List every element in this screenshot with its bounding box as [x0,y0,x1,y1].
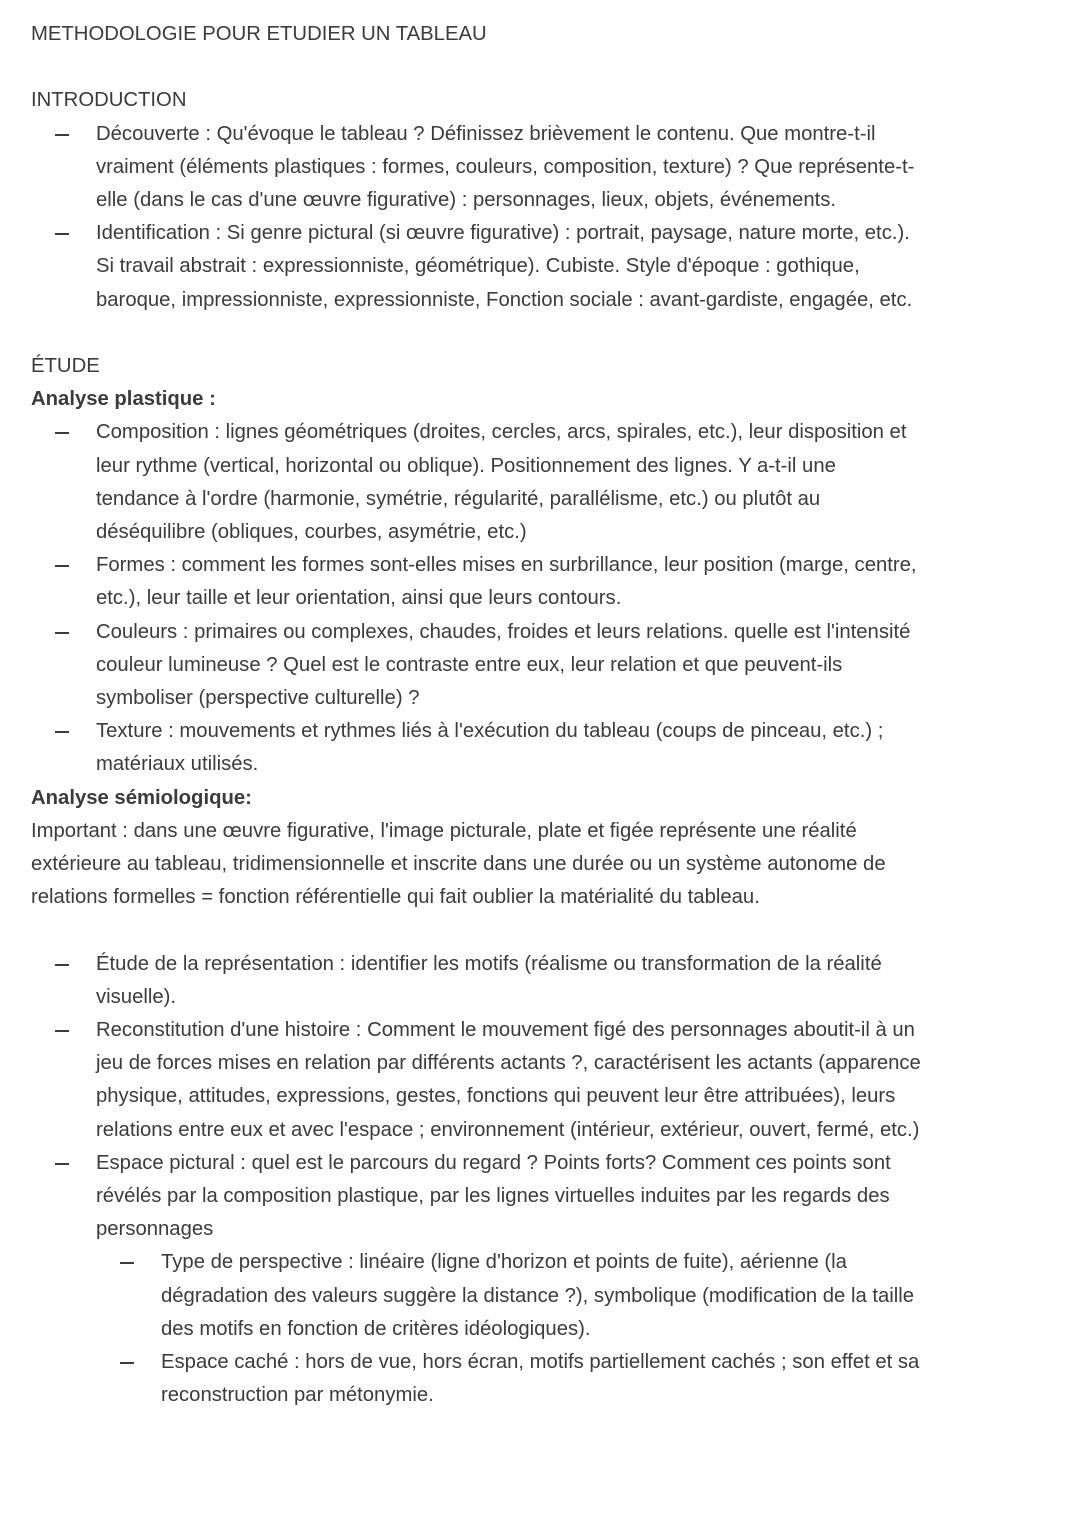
list-item-line: Reconstitution d'une histoire : Comment le mouvement figé des personnages aboutit-il à un [96,1019,915,1042]
list-item-line: Composition : lignes géométriques (droites, cercles, arcs, spirales, etc.), leur disposition et [96,421,907,444]
spacer [31,317,1050,350]
paragraph-line: extérieure au tableau, tridimensionnelle et inscrite dans une durée ou un système autonome de [31,853,886,876]
list-item-line: couleur lumineuse ? Quel est le contraste entre eux, leur relation et que peuvent-ils [96,653,843,676]
list-item-line: elle (dans le cas d'une œuvre figurative) : personnages, lieux, objets, événements. [96,189,837,211]
spacer [31,51,1050,84]
list-item-line: Si travail abstrait : expressionniste, géométrique). Cubiste. Style d'époque : gothique, [96,255,860,278]
paragraph-line: Important : dans une œuvre figurative, l'image picturale, plate et figée représente une réalité [31,819,857,842]
list-item-composition [31,416,1050,549]
list-item-line: Espace pictural : quel est le parcours du regard ? Points forts? Comment ces points sont [96,1151,891,1174]
list-item-line: Identification : Si genre pictural (si œuvre figurative) : portrait, paysage, nature morte, etc.). [96,222,910,245]
etude-heading: ÉTUDE [31,355,100,377]
list-item-line: personnages [96,1218,214,1241]
introduction-section [31,84,1050,316]
list-item-line: dégradation des valeurs suggère la distance ?), symbolique (modification de la taille [161,1284,915,1307]
list-item-line: matériaux utilisés. [96,753,259,776]
list-item-line: déséquilibre (obliques, courbes, asymétrie, etc.) [96,521,527,544]
list-item-couleurs [31,616,1050,716]
sublist-item-espace-cache [96,1346,1050,1412]
spacer [31,914,1050,947]
list-item-line: jeu de forces mises en relation par différents actants ?, caractérisent les actants (apparence [96,1052,921,1075]
list-item-identification [31,217,1050,317]
analyse-semiologique-heading: Analyse sémiologique: [31,786,252,809]
analyse-plastique-heading: Analyse plastique : [31,388,216,411]
list-item-espace-pictural [31,1147,1050,1413]
list-item-line: baroque, impressionniste, expressionniste, Fonction sociale : avant-gardiste, engagée, etc. [96,288,913,311]
list-item-line: physique, attitudes, expressions, gestes, fonctions qui peuvent leur être attribuées), leurs [96,1085,896,1108]
list-item-representation [31,948,1050,1014]
list-item-line: vraiment (éléments plastiques : formes, couleurs, composition, texture) ? Que représente-t- [96,155,915,178]
paragraph-line: relations formelles = fonction référentielle qui fait oublier la matérialité du tableau. [31,886,760,909]
list-item-reconstitution [31,1014,1050,1147]
list-item-line: symboliser (perspective culturelle) ? [96,687,420,710]
etude-section [31,350,1050,1412]
important-paragraph [31,815,1050,915]
list-item-decouverte [31,118,1050,218]
list-item-line: Espace caché : hors de vue, hors écran, motifs partiellement cachés ; son effet et sa [161,1351,920,1374]
list-item-formes [31,549,1050,615]
analyse-plastique-list [31,416,1050,781]
list-item-line: révélés par la composition plastique, par les lignes virtuelles induites par les regards des [96,1185,890,1208]
list-item-line: Type de perspective : linéaire (ligne d'horizon et points de fuite), aérienne (la [161,1251,847,1274]
introduction-heading: INTRODUCTION [31,89,187,112]
list-item-line: visuelle). [96,985,177,1008]
list-item-line: Découverte : Qu'évoque le tableau ? Définissez brièvement le contenu. Que montre-t-il [96,122,876,145]
list-item-line: relations entre eux et avec l'espace ; environnement (intérieur, extérieur, ouvert, fermé, etc.) [96,1118,920,1141]
list-item-line: reconstruction par métonymie. [161,1384,434,1407]
list-item-line: tendance à l'ordre (harmonie, symétrie, régularité, parallélisme, etc.) ou plutôt au [96,487,821,510]
introduction-list [31,118,1050,317]
analyse-semiologique-list [31,948,1050,1413]
list-item-line: Étude de la représentation : identifier les motifs (réalisme ou transformation de la réalité [96,952,882,975]
document-title: METHODOLOGIE POUR ETUDIER UN TABLEAU [31,23,487,45]
sublist-item-perspective [96,1246,1050,1346]
list-item-line: etc.), leur taille et leur orientation, ainsi que leurs contours. [96,587,622,610]
list-item-line: leur rythme (vertical, horizontal ou oblique). Positionnement des lignes. Y a-t-il une [96,454,836,477]
list-item-texture [31,715,1050,781]
list-item-line: Couleurs : primaires ou complexes, chaudes, froides et leurs relations. quelle est l'intensité [96,620,911,643]
list-item-line: Texture : mouvements et rythmes liés à l'exécution du tableau (coups de pinceau, etc.) ; [96,720,884,743]
espace-pictural-sublist [96,1246,1050,1412]
list-item-line: des motifs en fonction de critères idéologiques). [161,1317,591,1340]
list-item-line: Formes : comment les formes sont-elles mises en surbrillance, leur position (marge, centre, [96,554,917,577]
